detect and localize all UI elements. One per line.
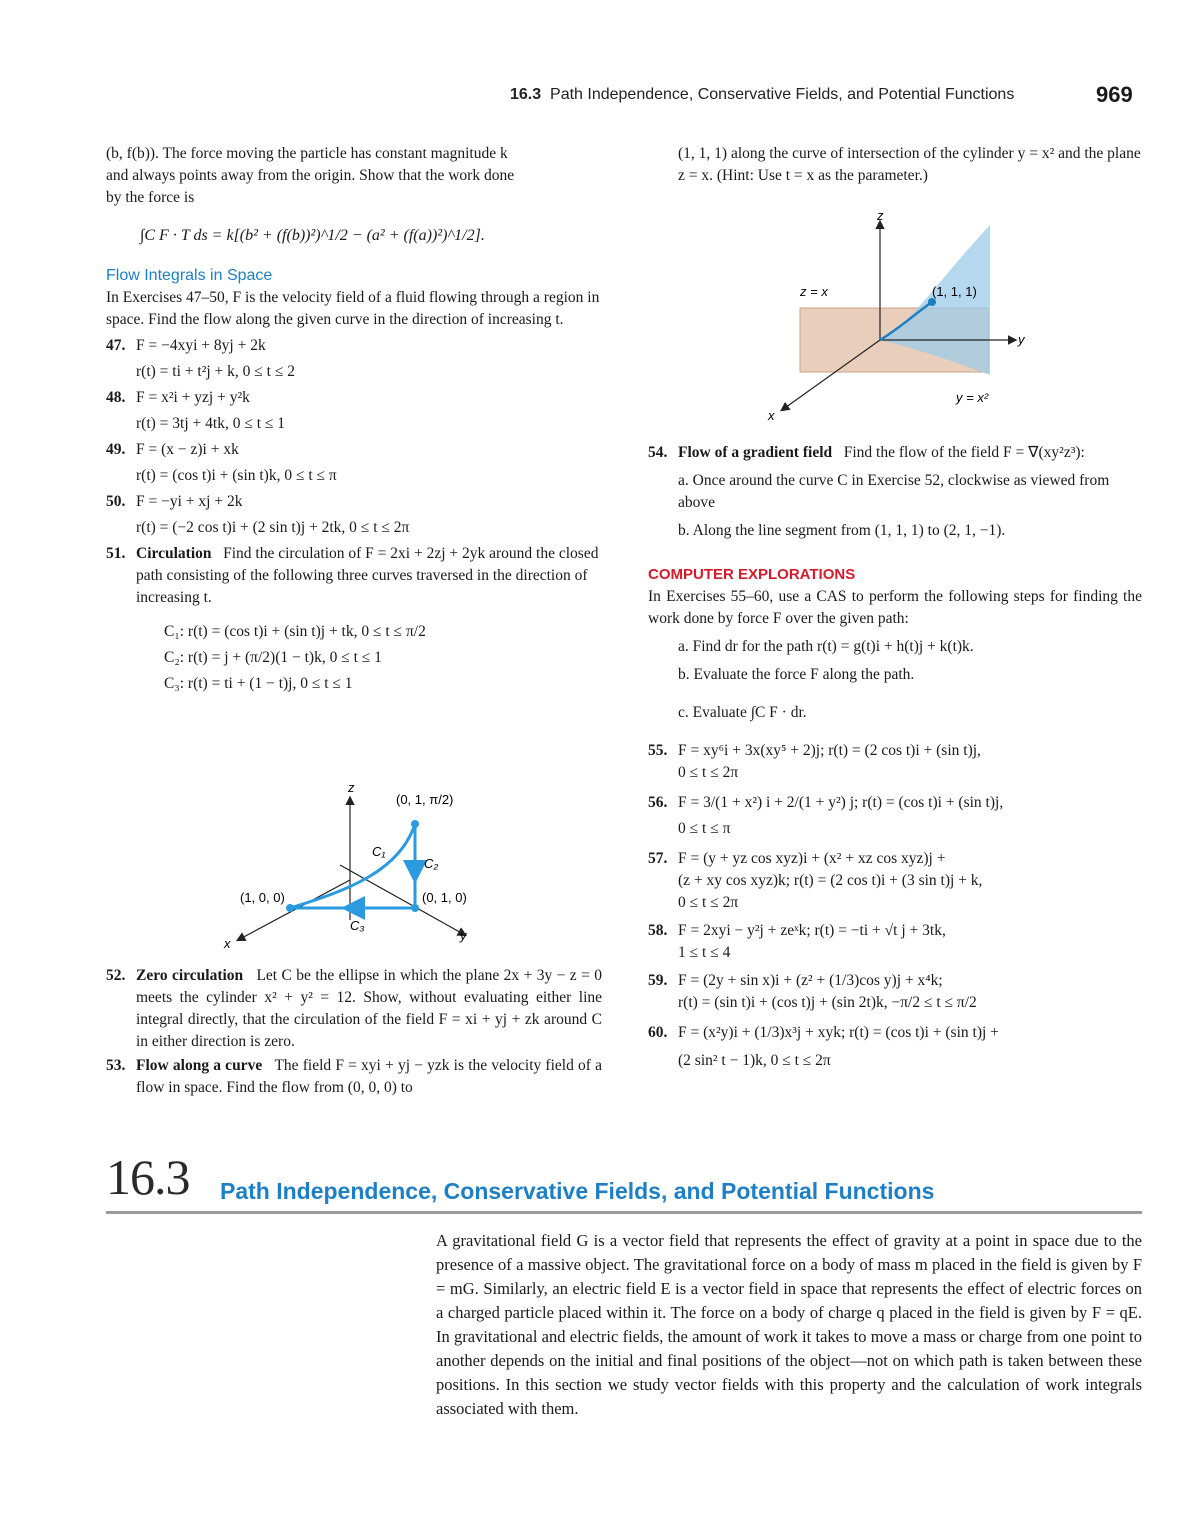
computer-intro: In Exercises 55–60, use a CAS to perform the following steps for finding the work done by force F over the given path: <box>648 588 1142 627</box>
x-axis <box>238 880 350 940</box>
intro-text: by the force is <box>106 189 195 206</box>
exercise-50 <box>106 491 602 539</box>
ex53-continued: (1, 1, 1) along the curve of intersection of the cylinder y = x² and the plane z = x. (Hint: Use t = x as the parameter.) <box>678 145 1141 184</box>
y-label: y <box>460 928 467 943</box>
right-column-bottom <box>648 442 1142 1072</box>
section-body: A gravitational field G is a vector field that represents the effect of gravity at a point in space due to the presence of a massive object. The gravitational force on a body of mass m placed in the field is given by F = mG. Similarly, an electric field E is a vector field in space that represents the effect of electric forces on a charged particle placed within it. The force on a body of charge q placed in the field is given by F = qE. In gravitational and electric fields, the amount of work it takes to move a mass or charge from one point to another depends on the initial and final positions of the object—not on which path is taken between these positions. In this section we study vector fields with this property and the calculation of work integrals associated with them. <box>436 1231 1142 1418</box>
section-heading-flow: Flow Integrals in Space <box>106 267 273 284</box>
exercise-number: 51. <box>106 545 126 562</box>
exercise-number: 57. <box>648 850 668 867</box>
c3-label: C₃ <box>350 918 365 933</box>
exercise-56 <box>648 792 1142 840</box>
work-formula: ∫C F · T ds = k[(b² + (f(b))²)^1/2 − (a² + (f(a))²)^1/2]. <box>140 227 485 244</box>
intro-text: (b, f(b)). The force moving the particle has constant magnitude k <box>106 145 508 162</box>
exercise-title: Zero circulation <box>136 967 244 984</box>
left-column <box>106 143 602 697</box>
running-header <box>510 86 1014 104</box>
vector-field: F = −yi + xj + 2k <box>136 493 243 510</box>
exercise-number: 60. <box>648 1024 668 1041</box>
point-top <box>411 820 419 828</box>
header-section-number: 16.3 <box>510 86 542 103</box>
page-number: 969 <box>1096 82 1133 107</box>
exercise-48 <box>106 387 602 435</box>
exercise-55 <box>648 740 1142 784</box>
exercise-47 <box>106 335 602 383</box>
curve-c1: C₁: r(t) = (cos t)i + (sin t)j + tk, 0 ≤ t ≤ π/2 <box>164 623 426 640</box>
path: r(t) = (cos t)i + (sin t)k, 0 ≤ t ≤ π <box>136 467 337 484</box>
section-number: 16.3 <box>106 1149 190 1205</box>
path: r(t) = ti + t²j + k, 0 ≤ t ≤ 2 <box>136 363 295 380</box>
exercise-line: r(t) = (sin t)i + (cos t)j + (sin 2t)k, −π/2 ≤ t ≤ π/2 <box>678 994 977 1011</box>
path: r(t) = 3tj + 4tk, 0 ≤ t ≤ 1 <box>136 415 286 432</box>
exercise-51 <box>106 543 602 609</box>
section-rule <box>106 1211 1142 1214</box>
y-label: y <box>1018 332 1025 347</box>
exercise-line: 0 ≤ t ≤ 2π <box>678 764 739 781</box>
exercise-title: Flow along a curve <box>136 1057 263 1074</box>
exercise-number: 52. <box>106 967 126 984</box>
right-column-top <box>648 143 1142 187</box>
computer-explorations-heading: COMPUTER EXPLORATIONS <box>648 566 856 583</box>
z-label: z <box>877 210 884 223</box>
exercise-59 <box>648 970 1142 1014</box>
exercise-number: 59. <box>648 972 668 989</box>
curve-c2: C₂: r(t) = j + (π/2)(1 − t)k, 0 ≤ t ≤ 1 <box>164 649 382 666</box>
exercise-line: F = (2y + sin x)i + (z² + (1/3)cos y)j + x⁴k; <box>678 972 943 989</box>
vector-field: F = (x − z)i + xk <box>136 441 239 458</box>
exercise-line: F = 2xyi − y²j + zeˣk; r(t) = −ti + √t j + 3tk, <box>678 922 946 939</box>
exercise-52 <box>106 965 602 1053</box>
exercise-text: The field F = xyi + yj − yzk is the velocity field of a flow in space. Find the flow from (0, 0, 0) to <box>136 1057 602 1096</box>
step-b: b. Evaluate the force F along the path. <box>678 666 915 683</box>
c2-label: C₂ <box>424 856 439 871</box>
left-column-bottom <box>106 965 602 1099</box>
curve-c1-line <box>290 824 415 908</box>
cylinder-label: y = x² <box>956 390 989 405</box>
plane-label: z = x <box>800 284 828 299</box>
x-label: x <box>768 408 775 423</box>
exercise-number: 47. <box>106 337 126 354</box>
exercise-line: 1 ≤ t ≤ 4 <box>678 944 731 961</box>
exercise-text: Find the flow of the field F = ∇(xy²z³): <box>843 444 1085 461</box>
x-label: x <box>224 936 231 951</box>
exercise-text: Let C be the ellipse in which the plane 2x + 3y − z = 0 meets the cylinder x² + y² = 12. Show, without evaluating either line integral directly, that the circulation of the field F = xi + yj + zk around C in either direction is zero. <box>136 967 603 1050</box>
figure-cylinder-plane <box>760 210 1050 425</box>
exercise-line: F = (y + yz cos xyz)i + (x² + xz cos xyz)j + <box>678 850 946 867</box>
vector-field: F = −4xyi + 8yj + 2k <box>136 337 266 354</box>
section-title: Path Independence, Conservative Fields, and Potential Functions <box>220 1178 935 1204</box>
exercise-54 <box>648 442 1142 464</box>
intro-text: and always points away from the origin. Show that the work done <box>106 167 515 184</box>
point-1-1-1 <box>928 298 936 306</box>
header-title: Path Independence, Conservative Fields, and Potential Functions <box>550 86 1015 103</box>
exercise-number: 50. <box>106 493 126 510</box>
top-point-label: (0, 1, π/2) <box>396 792 454 807</box>
exercise-number: 56. <box>648 794 668 811</box>
exercise-line: 0 ≤ t ≤ 2π <box>678 894 739 911</box>
exercise-line: (z + xy cos xyz)k; r(t) = (2 cos t)i + (3 sin t)j + k, <box>678 872 983 889</box>
exercise-line: F = (x²y)i + (1/3)x³j + xyk; r(t) = (cos t)i + (sin t)j + <box>678 1024 999 1041</box>
flow-intro: In Exercises 47–50, F is the velocity field of a fluid flowing through a region in space. Find the flow along the given curve in the direction of increasing t. <box>106 289 600 328</box>
point-1-0-0 <box>286 904 294 912</box>
exercise-49 <box>106 439 602 487</box>
exercise-title: Circulation <box>136 545 212 562</box>
exercise-number: 53. <box>106 1057 126 1074</box>
z-label: z <box>348 780 355 795</box>
exercise-number: 58. <box>648 922 668 939</box>
y-point-label: (0, 1, 0) <box>422 890 467 905</box>
exercise-line: (2 sin² t − 1)k, 0 ≤ t ≤ 2π <box>678 1052 831 1069</box>
c1-label: C₁ <box>372 844 386 859</box>
exercise-number: 49. <box>106 441 126 458</box>
exercise-57 <box>648 848 1142 914</box>
step-c: c. Evaluate ∫C F · dr. <box>678 704 807 721</box>
path: r(t) = (−2 cos t)i + (2 sin t)j + 2tk, 0 ≤ t ≤ 2π <box>136 519 410 536</box>
exercise-number: 55. <box>648 742 668 759</box>
curve-c3: C₃: r(t) = ti + (1 − t)j, 0 ≤ t ≤ 1 <box>164 675 353 692</box>
ex54-part-b: b. Along the line segment from (1, 1, 1) to (2, 1, −1). <box>678 522 1006 539</box>
exercise-line: F = xy⁶i + 3x(xy⁵ + 2)j; r(t) = (2 cos t)i + (sin t)j, <box>678 742 981 759</box>
exercise-number: 48. <box>106 389 126 406</box>
exercise-line: 0 ≤ t ≤ π <box>678 820 731 837</box>
curve-list <box>106 619 602 697</box>
x-point-label: (1, 0, 0) <box>240 890 285 905</box>
exercise-58 <box>648 920 1142 964</box>
exercise-53 <box>106 1055 602 1099</box>
point-0-1-0 <box>411 904 419 912</box>
exercise-number: 54. <box>648 444 668 461</box>
figure-closed-path <box>210 770 500 955</box>
exercise-60 <box>648 1022 1142 1072</box>
vector-field: F = x²i + yzj + y²k <box>136 389 250 406</box>
point-label: (1, 1, 1) <box>932 284 977 299</box>
exercise-text: Find the circulation of F = 2xi + 2zj + 2yk around the closed path consisting of the following three curves traversed in the direction of increasing t. <box>136 545 599 606</box>
ex54-part-a: a. Once around the curve C in Exercise 52, clockwise as viewed from above <box>678 472 1110 511</box>
exercise-line: F = 3/(1 + x²) i + 2/(1 + y²) j; r(t) = (cos t)i + (sin t)j, <box>678 794 1004 811</box>
step-a: a. Find dr for the path r(t) = g(t)i + h(t)j + k(t)k. <box>678 638 974 655</box>
exercise-title: Flow of a gradient field <box>678 444 833 461</box>
